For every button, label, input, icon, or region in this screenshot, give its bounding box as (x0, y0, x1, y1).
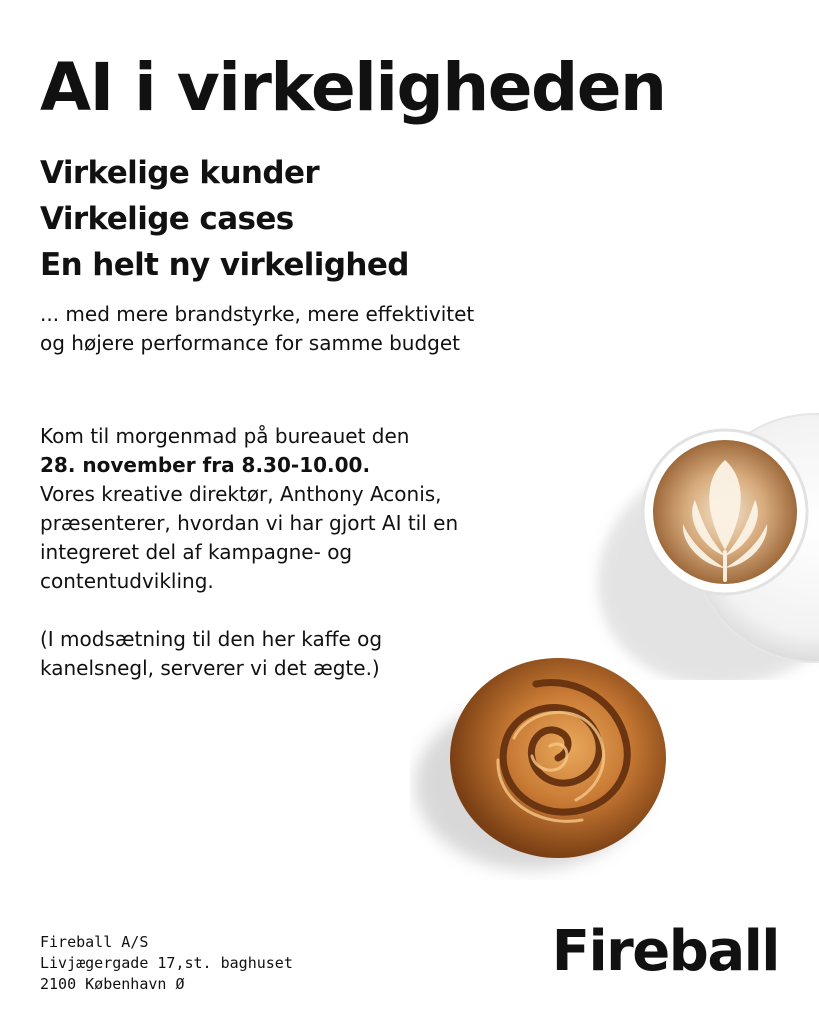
tagline-line: ... med mere brandstyrke, mere effektivitet (40, 302, 475, 326)
subheading-reality: En helt ny virkelighed (40, 247, 409, 283)
tagline (40, 300, 520, 358)
description-line: Vores kreative direktør, Anthony Aconis, (40, 482, 442, 506)
description-line: contentudvikling. (40, 569, 214, 593)
description-line: præsenterer, hvordan vi har gjort AI til en (40, 511, 459, 535)
tagline-line: og højere performance for samme budget (40, 331, 461, 355)
cinnamon-bun-image (410, 640, 690, 880)
company-address (40, 932, 293, 995)
postal-city: 2100 København Ø (40, 975, 185, 993)
note-line: kanelsnegl, serverer vi det ægte.) (40, 656, 380, 680)
headline: AI i virkeligheden (40, 49, 666, 126)
latte-cup-image (585, 400, 819, 680)
subheading-customers: Virkelige kunder (40, 155, 320, 191)
note-line: (I modsætning til den her kaffe og (40, 627, 383, 651)
subheadings (40, 150, 409, 288)
subheading-cases: Virkelige cases (40, 201, 294, 237)
description-line: integreret del af kampagne- og (40, 540, 353, 564)
event-intro: Kom til morgenmad på bureauet den (40, 424, 410, 448)
fireball-logo: Fireball (551, 919, 779, 984)
company-name: Fireball A/S (40, 933, 149, 951)
street-address: Livjægergade 17,st. baghuset (40, 954, 293, 972)
event-date: 28. november fra 8.30-10.00. (40, 453, 371, 477)
